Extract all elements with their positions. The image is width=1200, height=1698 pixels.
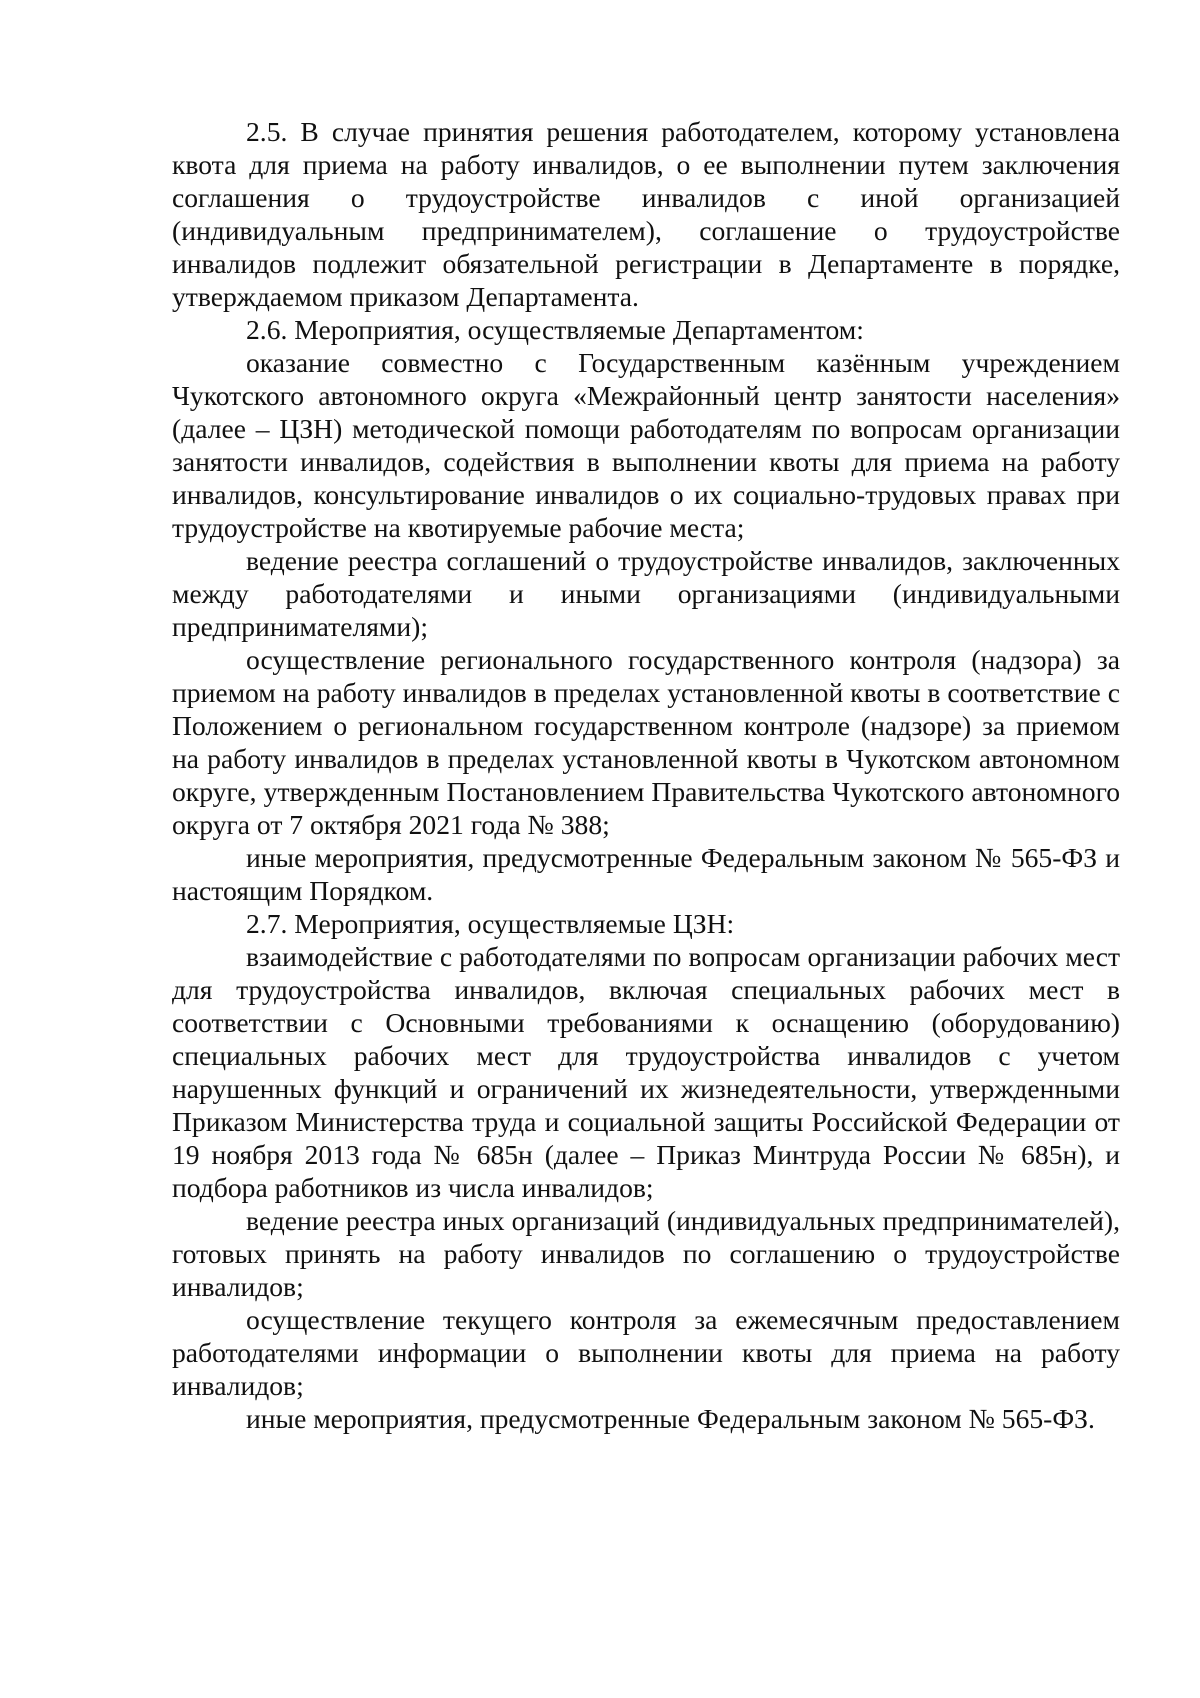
paragraph-current-control: осуществление текущего контроля за ежемесячным предоставлением работодателями информации о выполнении квоты для приема на работу инвалидов; xyxy=(172,1304,1120,1401)
paragraph-employer-interaction: взаимодействие с работодателями по вопросам организации рабочих мест для трудоустройства инвалидов, включая специальных рабочих мест в соответствии с Основными требованиями к оснащению (оборудованию) специальных рабочих мест для трудоустройства инвалидов с учетом нарушенных функций и ограничений их жизнедеятельности, утвержденными Приказом Министерства труда и социальной защиты Российской Федерации от 19 ноября 2013 года № 685н (далее – Приказ Минтруда России № 685н), и подбора работников из числа инвалидов; xyxy=(172,941,1120,1203)
document-body xyxy=(172,115,1120,1435)
paragraph-other-measures-department: иные мероприятия, предусмотренные Федеральным законом № 565-ФЗ и настоящим Порядком. xyxy=(172,842,1120,906)
paragraph-2-5: 2.5. В случае принятия решения работодателем, которому установлена квота для приема на работу инвалидов, о ее выполнении путем заключения соглашения о трудоустройстве инвалидов с иной организацией (индивидуальным предпринимателем), соглашение о трудоустройстве инвалидов подлежит обязательной регистрации в Департаменте в порядке, утверждаемом приказом Департамента. xyxy=(172,116,1120,312)
heading-2-7: 2.7. Мероприятия, осуществляемые ЦЗН: xyxy=(246,908,735,939)
paragraph-registry-agreements: ведение реестра соглашений о трудоустройстве инвалидов, заключенных между работодателями и иными организациями (индивидуальными предпринимателями); xyxy=(172,545,1120,642)
paragraph-methodical-help: оказание совместно с Государственным казённым учреждением Чукотского автономного округа «Межрайонный центр занятости населения» (далее – ЦЗН) методической помощи работодателям по вопросам организации занятости инвалидов, содействия в выполнении квоты для приема на работу инвалидов, консультирование инвалидов о их социально-трудовых правах при трудоустройстве на квотируемые рабочие места; xyxy=(172,347,1120,543)
paragraph-other-measures-czn: иные мероприятия, предусмотренные Федеральным законом № 565-ФЗ. xyxy=(246,1403,1095,1434)
heading-2-6: 2.6. Мероприятия, осуществляемые Департаментом: xyxy=(246,314,864,345)
paragraph-regional-control: осуществление регионального государственного контроля (надзора) за приемом на работу инвалидов в пределах установленной квоты в соответствие с Положением о региональном государственном контроле (надзоре) за приемом на работу инвалидов в пределах установленной квоты в Чукотском автономном округе, утвержденным Постановлением Правительства Чукотского автономного округа от 7 октября 2021 года № 388; xyxy=(172,644,1120,840)
paragraph-registry-organizations: ведение реестра иных организаций (индивидуальных предпринимателей), готовых принять на работу инвалидов по соглашению о трудоустройстве инвалидов; xyxy=(172,1205,1120,1302)
